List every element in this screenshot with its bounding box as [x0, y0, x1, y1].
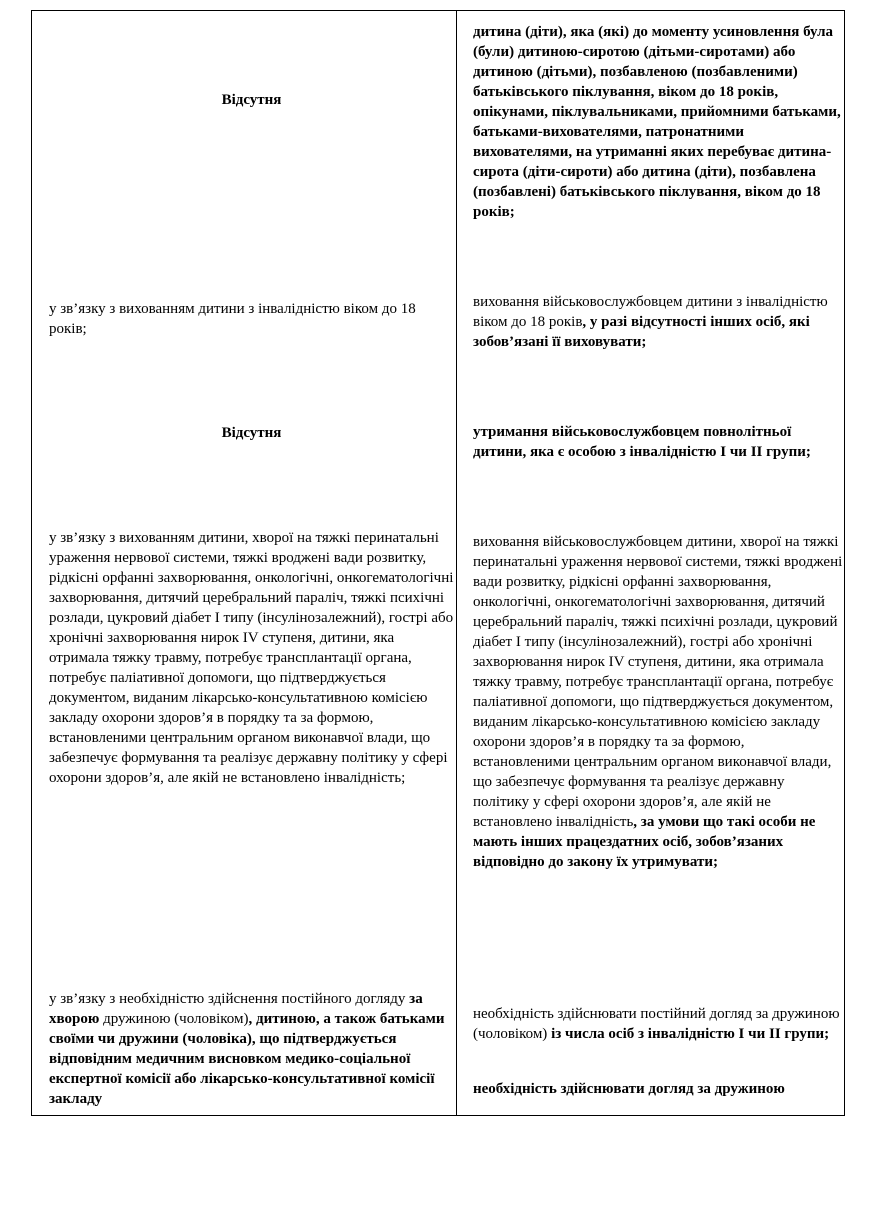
- row-5-right-extra-text: необхідність здійснювати догляд за дружиною: [473, 1081, 785, 1097]
- row-2-right-text-0: виховання військовослужбовцем дитини з інвалідністю віком до 18 років: [473, 294, 828, 330]
- row-4-right-text-0: виховання військовослужбовцем дитини, хворої на тяжкі перинатальні ураження нервової системи, тяжкі вроджені вади розвитку, рідкісні орфанні захворювання, онкологічні, онкогематологічні захворювання, дитячий церебральний параліч, тяжкі психічні розлади, цукровий діабет I типу (інсулінозалежний), гострі або хронічні захворювання нирок IV ступеня, дитини, яка отримала тяжку травму, потребує трансплантації органа, потребує паліативної допомоги, що підтверджується документом, виданим лікарсько-консультативною комісією закладу охорони здоров’я в порядку та за формою, встановленими центральним органом виконавчої влади, що забезпечує формування та реалізує державну політику у сфері охорони здоров’я, але якій не встановлено інвалідність: [473, 534, 843, 830]
- comparison-table: [31, 10, 845, 1116]
- row-1-left-cell: [49, 90, 454, 110]
- row-2-left-text-0: у зв’язку з вихованням дитини з інвалідністю віком до 18 років;: [49, 301, 416, 337]
- row-2-left-cell: [49, 299, 454, 339]
- row-5-left-text-2: дружиною (чоловіком): [99, 1011, 249, 1027]
- row-5-right-text-1: із числа осіб з інвалідністю I чи II групи;: [551, 1026, 830, 1042]
- row-5-left-cell: [49, 989, 454, 1109]
- row-1-left-text-0: Відсутня: [221, 92, 282, 108]
- row-2-right-cell: [473, 292, 843, 352]
- row-5-left-text-0: у зв’язку з необхідністю здійснення постійного догляду: [49, 991, 410, 1007]
- row-3-left-text-0: Відсутня: [221, 425, 282, 441]
- row-5-left-text-3: , дитиною, а також батьками своїми чи дружини (чоловіка), що підтверджується відповідним медичним висновком медико-соціальної експертної комісії або лікарсько-консультативної комісії закладу: [49, 1011, 445, 1107]
- column-divider: [456, 11, 457, 1115]
- row-3-right-cell: [473, 422, 843, 462]
- row-5-left-text-1: за хворою: [49, 991, 423, 1027]
- row-5-right-extra-paragraph: [473, 1079, 843, 1099]
- row-1-right-text-0: дитина (діти), яка (які) до моменту усиновлення була (були) дитиною-сиротою (дітьми-сиротами) або дитиною (дітьми), позбавленою (позбавленими) батьківського піклування, віком до 18 років, опікунами, піклувальниками, прийомними батьками, батьками-вихователями, патронатними вихователями, на утриманні яких перебуває дитина-сирота (діти-сироти) або дитина (діти), позбавлена (позбавлені) батьківського піклування, віком до 18 років;: [473, 24, 841, 220]
- row-1-right-cell: [473, 22, 843, 222]
- row-5-right-text-0: необхідність здійснювати постійний догляд за дружиною (чоловіком): [473, 1006, 840, 1042]
- row-4-right-text-1: , за умови що такі особи не мають інших працездатних осіб, зобов’язаних відповідно до закону їх утримувати;: [473, 814, 816, 870]
- row-3-right-text-0: утримання військовослужбовцем повнолітньої дитини, яка є особою з інвалідністю I чи II групи;: [473, 424, 811, 460]
- row-3-left-cell: [49, 423, 454, 443]
- row-4-left-cell: [49, 528, 454, 788]
- row-4-right-cell: [473, 532, 843, 872]
- row-5-right-cell: [473, 1004, 843, 1044]
- row-4-left-text-0: у зв’язку з вихованням дитини, хворої на тяжкі перинатальні ураження нервової системи, тяжкі вроджені вади розвитку, рідкісні орфанні захворювання, онкологічні, онкогематологічні захворювання, дитячий церебральний параліч, тяжкі психічні розлади, цукровий діабет I типу (інсулінозалежний), гострі або хронічні захворювання нирок IV ступеня, дитини, яка отримала тяжку травму, потребує трансплантації органа, потребує паліативної допомоги, що підтверджується документом, виданим лікарсько-консультативною комісією закладу охорони здоров’я в порядку та за формою, встановленими центральним органом виконавчої влади, що забезпечує формування та реалізує державну політику у сфері охорони здоров’я, але якій не встановлено інвалідність;: [49, 530, 454, 786]
- row-2-right-text-1: , у разі відсутності інших осіб, які зобов’язані її виховувати;: [473, 314, 810, 350]
